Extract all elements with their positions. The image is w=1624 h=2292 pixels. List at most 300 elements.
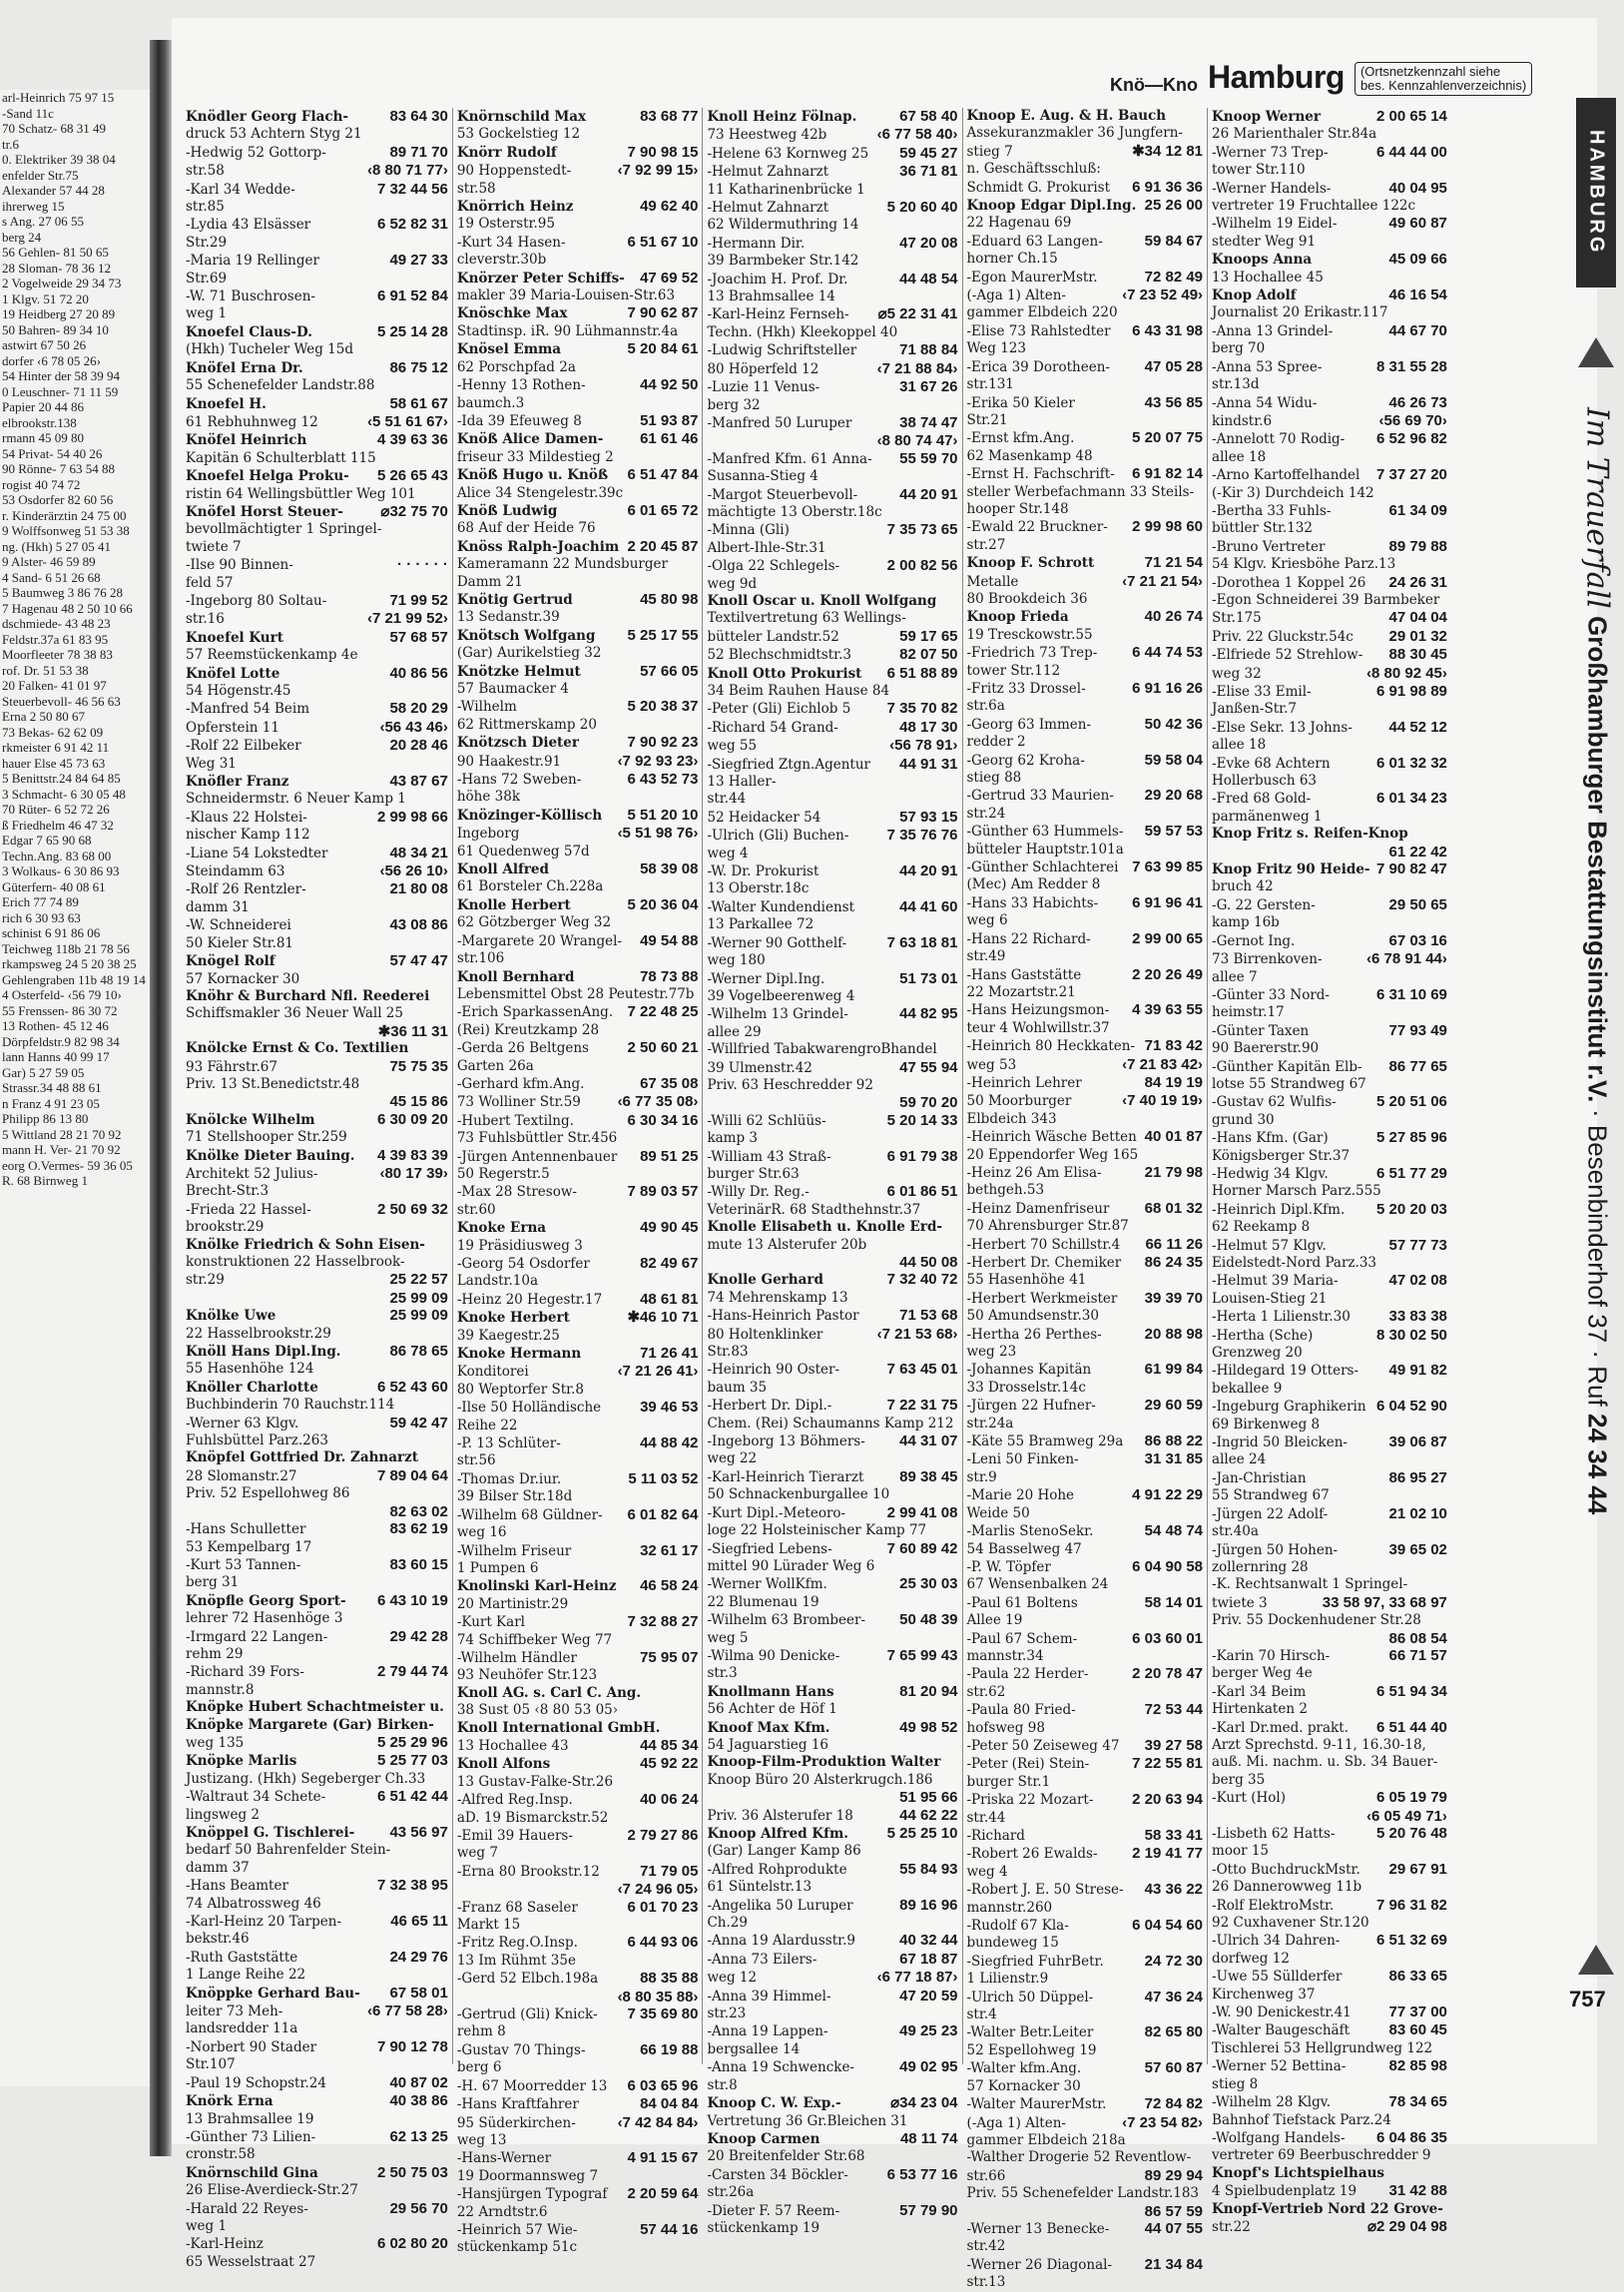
entry-name: Knöfel Erna Dr. <box>186 359 303 376</box>
entry-phone: 7 63 18 81 <box>886 933 958 951</box>
listing-entry <box>967 484 1204 501</box>
entry-name: Techn. (Hkh) Kleekoppel 40 <box>707 323 898 340</box>
entry-phone: 44 85 34 <box>640 1736 699 1754</box>
listing-entry <box>967 1001 1204 1019</box>
listing-entry <box>186 1556 448 1574</box>
listing-entry <box>457 181 699 198</box>
entry-name: -Siegfried Lebens- <box>707 1540 832 1557</box>
entry-name: -Peter (Gli) Eichlob 5 <box>707 701 851 718</box>
entry-phone: 71 53 68 <box>899 1307 958 1325</box>
entry-name: 62 Götzberger Weg 32 <box>456 914 612 931</box>
entry-name: -Manfred Kfm. 61 Anna- <box>707 450 872 467</box>
entry-phone: 58 20 29 <box>389 700 448 718</box>
entry-name: allee 18 <box>1212 737 1267 754</box>
listing-entry <box>967 680 1204 698</box>
entry-phone: ‹7 21 99 52› <box>366 610 448 628</box>
entry-name: -Johannes Kapitän <box>966 1362 1092 1379</box>
left-page-line: tr.6 <box>2 136 19 152</box>
listing-entry <box>186 971 448 988</box>
listing-entry <box>186 1788 448 1806</box>
entry-name: -Elise 33 Emil- <box>1212 684 1312 700</box>
entry-name: Chem. (Rei) Schaumanns Kamp 212 <box>707 1415 954 1432</box>
entry-name: -Heinrich Lehrer <box>966 1074 1082 1091</box>
entry-name: -Kurt Karl <box>456 1614 525 1631</box>
entry-name: str.13 <box>966 2274 1006 2291</box>
listing-entry <box>967 2059 1204 2077</box>
listing-entry <box>1212 2129 1447 2147</box>
entry-name: allee 7 <box>1212 968 1258 985</box>
listing-entry <box>457 1219 699 1237</box>
listing-entry <box>1212 1076 1447 1093</box>
entry-name: Knolle Elisabeth u. Knolle Erd- <box>707 1219 942 1236</box>
listing-entry <box>457 1542 699 1560</box>
listing-entry <box>186 1913 448 1931</box>
entry-phone: 6 03 60 01 <box>1132 1629 1204 1647</box>
listing-entry <box>457 1649 699 1667</box>
entry-phone: 2 20 63 94 <box>1132 1791 1204 1809</box>
entry-name: -Werner 63 Klgv. <box>186 1415 299 1432</box>
listing-entry <box>707 414 957 432</box>
listing-entry <box>707 397 957 414</box>
entry-name: 33 Drosselstr.14c <box>966 1379 1086 1396</box>
left-page-line: 5 Benittstr.24 84 64 85 <box>2 771 121 786</box>
entry-phone: 66 71 57 <box>1388 1646 1447 1664</box>
entry-name: 34 Beim Rauhen Hause 84 <box>707 683 890 699</box>
entry-name: 74 Albatrossweg 46 <box>186 1895 321 1912</box>
entry-phone: ✱34 12 81 <box>1132 142 1204 160</box>
listing-entry <box>707 1094 957 1111</box>
entry-name: Hollerbusch 63 <box>1212 773 1317 790</box>
entry-name: -Marlis StenoSekr. <box>966 1523 1094 1540</box>
listing-entry <box>1212 737 1447 754</box>
entry-name: Priv. 63 Heschredder 92 <box>707 1076 873 1093</box>
entry-name: Weide 50 <box>966 1504 1030 1521</box>
ad-address: · Besenbinderhof 37 · Ruf <box>1582 1109 1613 1408</box>
entry-name: 57 Kornacker 30 <box>186 970 300 987</box>
listing-entry <box>1212 1630 1447 1647</box>
entry-phone: 77 93 49 <box>1388 1021 1447 1039</box>
listing-entry <box>1212 878 1447 895</box>
entry-phone: 7 32 88 27 <box>627 1613 699 1631</box>
entry-phone: ‹7 40 19 19› <box>1122 1092 1204 1110</box>
entry-name: berg 32 <box>707 396 761 413</box>
entry-name: str.3 <box>707 1665 738 1682</box>
entry-phone: 2 20 59 64 <box>627 2185 699 2203</box>
entry-name: -Herbert Dr. Dipl.- <box>707 1398 832 1415</box>
entry-name: Knölcke Ernst & Co. Textilien <box>186 1040 409 1057</box>
entry-name: kamp 16b <box>1212 914 1280 931</box>
entry-phone: 57 44 16 <box>640 2220 699 2238</box>
listing-entry <box>457 1845 699 1862</box>
listing-entry <box>707 1326 957 1344</box>
entry-phone: 7 22 55 81 <box>1132 1755 1204 1773</box>
listing-entry <box>707 970 957 988</box>
entry-phone: 40 32 44 <box>899 1932 958 1950</box>
entry-name: Knöpke Marlis <box>186 1753 297 1770</box>
listing-entry <box>967 573 1204 591</box>
entry-name: Knolle Gerhard <box>707 1272 823 1289</box>
listing-entry <box>1212 1345 1447 1362</box>
entry-phone: 2 99 98 60 <box>1132 518 1204 536</box>
entry-name: Tischlerei 53 Hellgrundweg 122 <box>1212 2039 1433 2056</box>
listing-entry <box>1212 180 1447 198</box>
entry-name: Knop Fritz 90 Heide- <box>1212 861 1370 878</box>
listing-entry <box>1212 126 1447 143</box>
listing-entry <box>457 1202 699 1219</box>
entry-phone: 25 99 09 <box>389 1289 448 1307</box>
entry-name: 57 Baumacker 4 <box>456 681 569 697</box>
listing-entry <box>707 1789 957 1806</box>
entry-name: 39 Barmbeker Str.142 <box>707 253 859 270</box>
entry-phone: 4 91 15 67 <box>627 2149 699 2167</box>
entry-phone: 7 32 40 72 <box>886 1271 958 1289</box>
entry-phone: 66 11 26 <box>1145 1235 1204 1253</box>
entry-phone: 6 30 09 20 <box>376 1110 448 1128</box>
entry-phone: 6 51 32 69 <box>1375 1932 1447 1950</box>
entry-phone: 6 51 47 84 <box>627 466 699 484</box>
listing-entry <box>186 1040 448 1057</box>
listing-entry <box>457 1506 699 1524</box>
entry-name: 13 Haller- <box>707 774 777 791</box>
entry-phone: 29 01 32 <box>1388 627 1447 645</box>
entry-name: cronstr.58 <box>186 2146 256 2163</box>
entry-name: Knöpfle Georg Sport- <box>186 1592 346 1609</box>
listing-entry <box>707 1380 957 1397</box>
listing-entry <box>967 125 1204 142</box>
entry-name: Kameramann 22 Mundsburger <box>456 556 668 573</box>
listing-entry <box>967 358 1204 376</box>
entry-name: weg 12 <box>707 1970 758 1987</box>
listing-entry <box>186 988 448 1005</box>
entry-name: -Anna 13 Grindel- <box>1212 322 1334 339</box>
entry-phone: 4 39 83 39 <box>376 1146 448 1164</box>
entry-phone: 54 48 74 <box>1144 1522 1204 1540</box>
listing-entry <box>186 252 448 270</box>
entry-name: -Walter MaurerMstr. <box>966 2096 1107 2113</box>
listing-entry <box>457 1255 699 1273</box>
entry-phone: ‹8 80 74 47› <box>876 432 958 450</box>
entry-phone: 29 60 59 <box>1144 1397 1204 1415</box>
entry-phone: 83 68 77 <box>640 108 699 125</box>
entry-phone: ‹7 92 99 15› <box>617 162 699 180</box>
entry-name: Knöller Charlotte <box>186 1379 318 1396</box>
listing-entry <box>707 576 957 593</box>
entry-phone: 6 03 65 96 <box>627 2076 699 2094</box>
listing-entry <box>457 1345 699 1363</box>
listing-entry <box>967 2238 1204 2255</box>
entry-name: 13 Oberstr.18c <box>707 880 810 897</box>
city-title: Hamburg <box>1207 59 1345 95</box>
left-page-line: mann H. Ver- 21 70 92 <box>2 1142 121 1157</box>
entry-phone: 6 52 82 31 <box>376 216 448 234</box>
entry-name: -Wilma 90 Denicke- <box>707 1647 840 1664</box>
listing-entry <box>707 360 957 378</box>
left-page-line: 90 Rönne- 7 63 54 88 <box>2 461 116 476</box>
listing-entry <box>1212 1647 1447 1665</box>
entry-name: -Else Sekr. 13 Johns- <box>1212 719 1353 736</box>
listing-entry <box>967 1182 1204 1199</box>
entry-phone: 44 52 12 <box>1388 718 1447 736</box>
entry-phone: 83 60 45 <box>1388 2021 1447 2039</box>
listing-entry <box>967 2095 1204 2113</box>
listing-entry <box>1212 1897 1447 1915</box>
entry-phone: 7 96 31 82 <box>1375 1896 1447 1914</box>
listing-entry <box>457 1827 699 1845</box>
entry-name: 39 Bilser Str.18d <box>456 1488 573 1505</box>
entry-phone: 33 58 97, 33 68 97 <box>1322 1593 1447 1611</box>
listing-entry <box>707 628 957 646</box>
entry-name: -Gerhard kfm.Ang. <box>456 1075 585 1092</box>
entry-phone: 7 60 89 42 <box>886 1539 958 1557</box>
listing-entry <box>457 1488 699 1505</box>
entry-name: allee 29 <box>707 1023 762 1040</box>
listing-entry <box>457 2023 699 2040</box>
entry-phone: 31 67 26 <box>899 378 958 396</box>
entry-phone: 5 25 14 28 <box>376 322 448 340</box>
entry-phone: 40 06 24 <box>640 1791 699 1809</box>
listing-entry <box>707 1951 957 1969</box>
listing-entry <box>186 575 448 592</box>
entry-name: Elbdeich 343 <box>966 1110 1057 1127</box>
listing-entry <box>967 876 1204 893</box>
listing-entry <box>967 1522 1204 1540</box>
entry-name: Louisen-Stieg 21 <box>1212 1290 1328 1307</box>
listing-entry <box>186 1520 448 1538</box>
entry-phone: 6 05 19 79 <box>1375 1789 1447 1807</box>
listing-entry <box>457 1291 699 1309</box>
listing-entry <box>1212 773 1447 790</box>
entry-name: -Erich SparkassenAng. <box>456 1004 614 1021</box>
entry-name: -Bertha 33 Fuhls- <box>1212 502 1332 519</box>
listing-entry <box>707 1807 957 1825</box>
listing-entry <box>707 1148 957 1166</box>
entry-name: weg 1 <box>186 2217 228 2234</box>
entry-phone: 7 35 69 80 <box>627 2006 699 2023</box>
listing-entry <box>186 2003 448 2020</box>
entry-name: twiete 7 <box>186 538 242 555</box>
entry-phone: ‹7 21 88 84› <box>876 359 958 377</box>
entry-name: Textilvertretung 63 Wellings- <box>707 610 906 627</box>
listing-entry <box>457 968 699 986</box>
entry-name: Assekuranzmakler 36 Jungfern- <box>966 125 1183 142</box>
entry-name: Knopf's Lichtspielhaus <box>1212 2164 1385 2181</box>
listing-entry <box>457 270 699 287</box>
listing-entry <box>457 1130 699 1147</box>
entry-phone: 6 51 44 40 <box>1375 1718 1447 1736</box>
listing-entry <box>1212 574 1447 592</box>
listing-entry <box>967 1397 1204 1415</box>
listing-entry <box>967 1290 1204 1308</box>
listing-entry <box>967 2006 1204 2023</box>
left-page-line: Gar) 5 27 59 05 <box>2 1064 85 1080</box>
entry-name: mute 13 Alsterufer 20b <box>707 1236 867 1253</box>
entry-name: Knopf-Vertrieb Nord 22 Grove- <box>1212 2200 1443 2217</box>
entry-name: Knollmann Hans <box>707 1683 834 1700</box>
listing-entry <box>1212 144 1447 162</box>
listing-entry <box>186 1574 448 1591</box>
listing-entry <box>457 430 699 448</box>
left-page-line: Erna 2 50 80 67 <box>2 709 86 724</box>
listing-entry <box>1212 1398 1447 1416</box>
listing-entry <box>967 394 1204 412</box>
entry-phone: 82 49 67 <box>640 1255 699 1272</box>
entry-name: str.27 <box>966 536 1006 553</box>
entry-phone: 68 01 32 <box>1144 1199 1204 1217</box>
triangle-logo-icon <box>1578 1945 1614 1975</box>
listing-entry <box>457 1452 699 1469</box>
entry-phone: 31 31 85 <box>1144 1450 1204 1468</box>
listing-entry <box>967 1989 1204 2006</box>
listing-entry <box>457 252 699 269</box>
listing-entry <box>707 1468 957 1486</box>
entry-phone: ⌀34 23 04 <box>890 2094 958 2112</box>
listing-entry <box>707 756 957 774</box>
listing-entry <box>1212 1683 1447 1701</box>
entry-name: 57 Reemstückenkamp 4e <box>186 647 358 664</box>
listing-entry <box>707 846 957 862</box>
entry-name: stieg 8 <box>1212 2075 1259 2092</box>
entry-phone: 29 50 65 <box>1388 895 1447 913</box>
entry-name: -Ulrich 50 Düppel- <box>966 1989 1094 2006</box>
entry-name: (-Aga 1) Alten- <box>966 2114 1066 2131</box>
entry-name: weg 22 <box>707 1450 758 1467</box>
listing-entry <box>1212 1022 1447 1040</box>
listing-entry <box>186 2164 448 2182</box>
entry-phone: 2 79 27 86 <box>627 1827 699 1844</box>
listing-entry <box>707 540 957 557</box>
listing-entry <box>707 2202 957 2220</box>
entry-name: -Günther Kapitän Elb- <box>1212 1058 1362 1075</box>
entry-name: Grenzweg 20 <box>1212 1345 1303 1362</box>
listing-entry <box>707 593 957 610</box>
entry-name: -Fred 68 Gold- <box>1212 791 1312 808</box>
entry-phone: ✱36 11 31 <box>377 1022 448 1040</box>
entry-name: bekallee 9 <box>1212 1380 1283 1397</box>
entry-phone: 71 99 52 <box>389 591 448 609</box>
listing-entry <box>967 448 1204 465</box>
listing-entry <box>707 2058 957 2076</box>
entry-name: Knoop Büro 20 Alsterkrugch.186 <box>707 1771 933 1788</box>
listing-entry <box>707 1772 957 1789</box>
listing-entry <box>967 1308 1204 1325</box>
listing-entry <box>707 916 957 933</box>
area-code-note <box>1354 62 1532 96</box>
entry-name: 22 Blumenau 19 <box>707 1593 819 1610</box>
listing-entry <box>707 1719 957 1737</box>
entry-name: -K. Rechtsanwalt 1 Springel- <box>1212 1576 1408 1593</box>
listing-entry <box>967 197 1204 215</box>
listing-entry <box>186 377 448 394</box>
left-page-line: Alexander 57 44 28 <box>2 183 105 198</box>
entry-name: -Jan-Christian <box>1212 1469 1307 1486</box>
left-page-line: 53 Osdorfer 82 60 56 <box>2 492 114 507</box>
entry-name: -Jürgen 22 Hufner- <box>966 1398 1096 1415</box>
listing-entry <box>186 1005 448 1022</box>
entry-phone: 7 32 38 95 <box>376 1877 448 1895</box>
entry-name: friseur 33 Mildestieg 2 <box>456 448 614 465</box>
entry-name: mannstr.260 <box>966 1899 1053 1916</box>
entry-name: -Walter Kundendienst <box>707 898 855 915</box>
entry-name: -Hans 33 Habichts- <box>966 894 1099 911</box>
entry-phone: 7 90 62 87 <box>627 304 699 322</box>
listing-entry <box>457 627 699 645</box>
listing-entry <box>186 1093 448 1110</box>
entry-name: -William 43 Straß- <box>707 1148 831 1165</box>
entry-name: -Günter 33 Nord- <box>1212 986 1330 1003</box>
entry-name: Knoop Alfred Kfm. <box>707 1826 848 1842</box>
entry-phone: 49 02 95 <box>899 2058 958 2076</box>
entry-phone: 46 16 54 <box>1388 286 1447 304</box>
entry-name: Priv. 55 Dockenhudener Str.28 <box>1212 1612 1421 1629</box>
page-header <box>1110 48 1549 96</box>
entry-name: -Alfred Reg.Insp. <box>456 1792 573 1809</box>
entry-name: Str.83 <box>707 1344 749 1361</box>
entry-name: -Luzie 11 Venus- <box>707 379 820 396</box>
entry-name: -Hans-Werner <box>456 2150 552 2167</box>
entry-phone: 86 08 54 <box>1388 1629 1447 1647</box>
left-page-line: ß Friedhelm 46 47 32 <box>2 817 114 833</box>
entry-phone: 6 01 34 23 <box>1375 790 1447 808</box>
entry-phone: 5 51 20 10 <box>627 806 699 824</box>
listing-entry <box>967 1416 1204 1432</box>
ad-phone: 24 34 44 <box>1582 1414 1613 1515</box>
listing-entry <box>186 935 448 952</box>
listing-entry <box>1212 914 1447 931</box>
listing-entry <box>1212 1915 1447 1932</box>
entry-name: str.106 <box>456 950 505 967</box>
entry-name: 62 Porschpfad 2a <box>456 358 576 375</box>
listing-entry <box>707 700 957 718</box>
listing-entry <box>1212 1754 1447 1771</box>
listing-entry <box>186 629 448 647</box>
entry-name: 57 Kornacker 30 <box>966 2077 1081 2094</box>
entry-name: str.40a <box>1212 1523 1259 1540</box>
entry-phone: 6 51 42 44 <box>376 1788 448 1806</box>
entry-name: -Hedwig 34 Klgv. <box>1212 1165 1329 1182</box>
listing-entry <box>967 269 1204 286</box>
listing-entry <box>707 1683 957 1701</box>
entry-name: -Paul 61 Boltens <box>966 1594 1078 1611</box>
entry-name: büttler Str.132 <box>1212 520 1313 537</box>
entry-name: 69 Birkenweg 8 <box>1212 1416 1321 1432</box>
left-page-line: 19 Heidberg 27 20 89 <box>2 306 116 321</box>
entry-phone: 43 56 85 <box>1144 393 1204 411</box>
listing-entry <box>967 1074 1204 1092</box>
entry-phone: 50 42 36 <box>1144 715 1204 733</box>
entry-name: -Bruno Vertreter <box>1212 538 1326 555</box>
entry-name: str.62 <box>966 1683 1006 1700</box>
entry-phone: 7 90 92 23 <box>627 734 699 752</box>
entry-phone: 25 26 00 <box>1144 197 1204 215</box>
entry-phone: 47 20 08 <box>899 234 958 252</box>
entry-phone: 71 79 05 <box>640 1862 699 1880</box>
listing-entry <box>1212 358 1447 376</box>
listing-entry <box>707 988 957 1005</box>
listing-entry <box>1212 628 1447 646</box>
listing-entry <box>186 181 448 199</box>
entry-name: -W. 90 Denickestr.41 <box>1212 2005 1352 2021</box>
entry-name: Lebensmittel Obst 28 Peutestr.77b <box>456 985 695 1002</box>
entry-name: mannstr.8 <box>186 1681 255 1698</box>
entry-phone: 5 20 14 33 <box>886 1111 958 1129</box>
listing-entry <box>457 1166 699 1183</box>
entry-name: -Eduard 63 Langen- <box>966 233 1103 250</box>
entry-name: 26 Marienthaler Str.84a <box>1212 126 1377 143</box>
entry-phone: 78 34 65 <box>1388 2093 1447 2111</box>
listing-entry <box>707 1166 957 1183</box>
entry-name: Steindamm 63 <box>186 863 285 880</box>
listing-entry <box>967 1594 1204 1612</box>
